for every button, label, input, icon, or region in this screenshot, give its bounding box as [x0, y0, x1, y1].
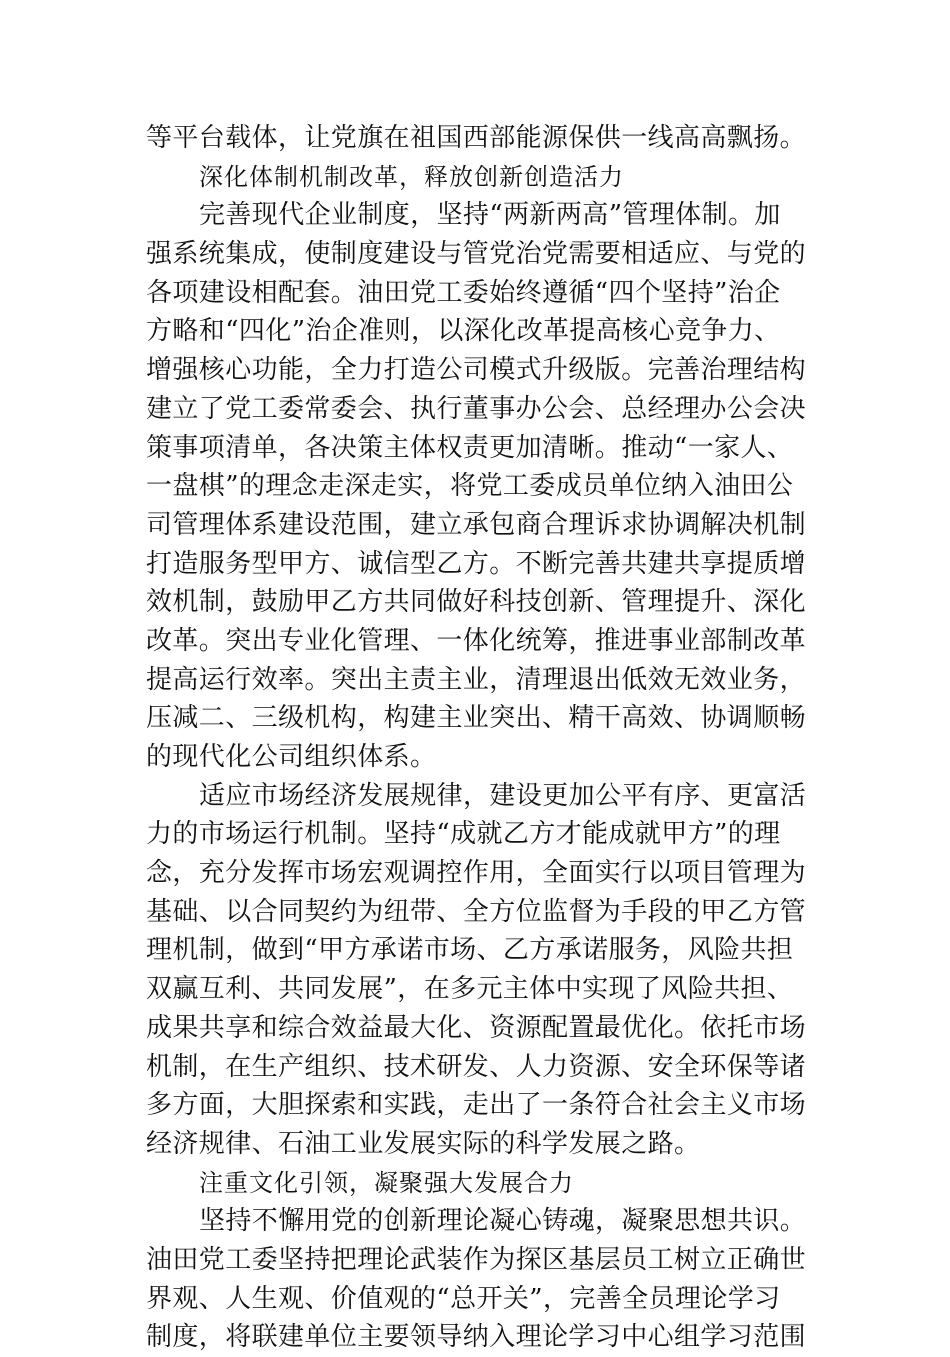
text-line: 的现代化公司组织体系。: [146, 742, 437, 772]
text-line: 油田党工委坚持把理论武装作为探区基层员工树立正确世: [146, 1244, 807, 1275]
text-line: 多方面，大胆探索和实践，走出了一条符合社会主义市场: [146, 1090, 807, 1121]
text-line: 策事项清单，各决策主体权责更加清晰。推动“一家人、: [146, 432, 794, 463]
text-line: 方略和“四化”治企准则，以深化改革提高核心竞争力、: [146, 316, 781, 347]
text-line: 机制，在生产组织、技术研发、人力资源、安全环保等诸: [146, 1051, 807, 1082]
text-line: 坚持不懈用党的创新理论凝心铸魂，凝聚思想共识。: [199, 1206, 807, 1237]
text-line: 压减二、三级机构，构建主业突出、精干高效、协调顺畅: [146, 703, 807, 734]
text-line: 等平台载体，让党旗在祖国西部能源保供一线高高飘扬。: [146, 123, 807, 153]
text-line: 成果共享和综合效益最大化、资源配置最优化。依托市场: [146, 1012, 807, 1043]
text-line: 打造服务型甲方、诚信型乙方。不断完善共建共享提质增: [146, 548, 807, 579]
text-line: 一盘棋”的理念走深走实，将党工委成员单位纳入油田公: [146, 471, 794, 502]
text-line: 力的市场运行机制。坚持“成就乙方才能成就甲方”的理: [146, 819, 781, 850]
text-line: 念，充分发挥市场宏观调控作用，全面实行以项目管理为: [146, 858, 807, 889]
text-line: 效机制，鼓励甲乙方共同做好科技创新、管理提升、深化: [146, 587, 807, 618]
document-body: [146, 119, 806, 1357]
section-heading: 注重文化引领，凝聚强大发展合力: [199, 1168, 574, 1197]
text-line: 建立了党工委常委会、执行董事办公会、总经理办公会决: [146, 393, 807, 424]
section-heading: 深化体制机制改革，释放创新创造活力: [199, 162, 624, 191]
text-line: 强系统集成，使制度建设与管党治党需要相适应、与党的: [146, 239, 807, 270]
text-line: 理机制，做到“甲方承诺市场、乙方承诺服务，风险共担: [146, 935, 794, 966]
text-line: 适应市场经济发展规律，建设更加公平有序、更富活: [199, 780, 807, 811]
text-line: 经济规律、石油工业发展实际的科学发展之路。: [146, 1128, 701, 1159]
text-line: 各项建设相配套。油田党工委始终遵循“四个坚持”治企: [146, 277, 781, 308]
text-line: 增强核心功能，全力打造公司模式升级版。完善治理结构: [146, 355, 807, 386]
text-line: 界观、人生观、价值观的“总开关”，完善全员理论学习: [146, 1283, 781, 1314]
text-line: 司管理体系建设范围，建立承包商合理诉求协调解决机制: [146, 509, 807, 540]
text-line: 完善现代企业制度，坚持“两新两高”管理体制。加: [199, 200, 781, 231]
text-line: 基础、以合同契约为纽带、全方位监督为手段的甲乙方管: [146, 896, 807, 927]
text-line: 制度，将联建单位主要领导纳入理论学习中心组学习范围: [146, 1322, 807, 1353]
text-line: 双赢互利、共同发展”，在多元主体中实现了风险共担、: [146, 974, 794, 1005]
text-line: 改革。突出专业化管理、一体化统筹，推进事业部制改革: [146, 625, 807, 656]
text-line: 提高运行效率。突出主责主业，清理退出低效无效业务，: [146, 664, 807, 695]
